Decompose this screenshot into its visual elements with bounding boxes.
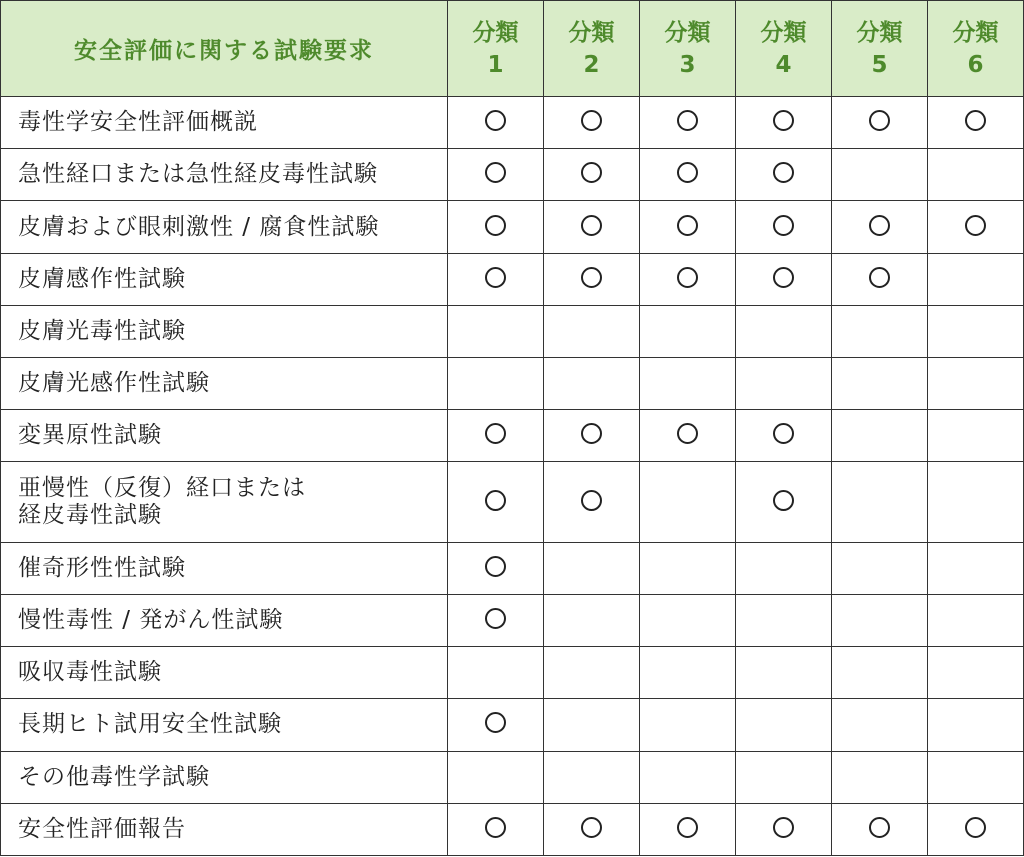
circle-mark-icon bbox=[677, 162, 698, 183]
requirement-cell bbox=[640, 305, 736, 357]
circle-mark-icon bbox=[677, 215, 698, 236]
test-item-label: その他毒性学試験 bbox=[1, 751, 448, 803]
requirement-cell bbox=[736, 358, 832, 410]
requirement-cell bbox=[448, 253, 544, 305]
circle-mark-icon bbox=[869, 215, 890, 236]
requirement-cell bbox=[544, 594, 640, 646]
requirement-cell bbox=[448, 410, 544, 462]
requirement-cell bbox=[736, 410, 832, 462]
requirement-cell bbox=[448, 358, 544, 410]
test-item-label: 安全性評価報告 bbox=[1, 803, 448, 855]
requirement-cell bbox=[544, 358, 640, 410]
circle-mark-icon bbox=[773, 110, 794, 131]
requirement-cell bbox=[832, 201, 928, 253]
requirement-cell bbox=[448, 542, 544, 594]
table-row bbox=[1, 305, 1024, 357]
circle-mark-icon bbox=[485, 608, 506, 629]
category-header bbox=[736, 1, 832, 97]
requirement-cell bbox=[928, 462, 1024, 542]
requirement-cell bbox=[640, 97, 736, 149]
requirement-cell bbox=[832, 410, 928, 462]
requirement-cell bbox=[544, 542, 640, 594]
table-row bbox=[1, 542, 1024, 594]
table-row bbox=[1, 699, 1024, 751]
circle-mark-icon bbox=[581, 162, 602, 183]
table-row bbox=[1, 410, 1024, 462]
category-header bbox=[544, 1, 640, 97]
test-item-label: 長期ヒト試用安全性試験 bbox=[1, 699, 448, 751]
requirement-cell bbox=[544, 410, 640, 462]
table-row bbox=[1, 358, 1024, 410]
requirement-cell bbox=[736, 699, 832, 751]
table-row bbox=[1, 803, 1024, 855]
table-row bbox=[1, 201, 1024, 253]
requirement-cell bbox=[448, 149, 544, 201]
requirement-cell bbox=[448, 201, 544, 253]
circle-mark-icon bbox=[965, 817, 986, 838]
circle-mark-icon bbox=[677, 423, 698, 444]
requirement-cell bbox=[640, 462, 736, 542]
requirement-cell bbox=[640, 410, 736, 462]
requirement-cell bbox=[640, 699, 736, 751]
circle-mark-icon bbox=[869, 817, 890, 838]
category-number: 6 bbox=[967, 51, 984, 78]
requirement-cell bbox=[928, 699, 1024, 751]
circle-mark-icon bbox=[485, 556, 506, 577]
circle-mark-icon bbox=[773, 215, 794, 236]
circle-mark-icon bbox=[581, 267, 602, 288]
requirement-cell bbox=[928, 410, 1024, 462]
requirement-cell bbox=[640, 542, 736, 594]
requirement-cell bbox=[736, 647, 832, 699]
circle-mark-icon bbox=[677, 110, 698, 131]
circle-mark-icon bbox=[677, 817, 698, 838]
circle-mark-icon bbox=[965, 110, 986, 131]
circle-mark-icon bbox=[485, 110, 506, 131]
test-item-label: 吸収毒性試験 bbox=[1, 647, 448, 699]
test-item-label: 急性経口または急性経皮毒性試験 bbox=[1, 149, 448, 201]
requirement-cell bbox=[928, 305, 1024, 357]
circle-mark-icon bbox=[677, 267, 698, 288]
test-item-label: 亜慢性（反復）経口または 経皮毒性試験 bbox=[1, 462, 448, 542]
requirement-cell bbox=[448, 647, 544, 699]
requirement-cell bbox=[640, 253, 736, 305]
category-header bbox=[448, 1, 544, 97]
category-number: 2 bbox=[583, 51, 600, 78]
requirement-cell bbox=[928, 542, 1024, 594]
requirement-cell bbox=[832, 647, 928, 699]
table-row bbox=[1, 253, 1024, 305]
item-column-header: 安全評価に関する試験要求 bbox=[1, 1, 448, 97]
requirement-cell bbox=[928, 803, 1024, 855]
requirement-cell bbox=[832, 462, 928, 542]
circle-mark-icon bbox=[485, 490, 506, 511]
requirement-cell bbox=[928, 751, 1024, 803]
requirement-cell bbox=[736, 803, 832, 855]
requirement-cell bbox=[448, 462, 544, 542]
requirement-cell bbox=[832, 358, 928, 410]
requirement-cell bbox=[640, 647, 736, 699]
circle-mark-icon bbox=[773, 267, 794, 288]
test-item-label: 慢性毒性 / 発がん性試験 bbox=[1, 594, 448, 646]
circle-mark-icon bbox=[485, 712, 506, 733]
category-label: 分類 bbox=[664, 19, 711, 46]
requirement-cell bbox=[640, 751, 736, 803]
requirement-cell bbox=[736, 594, 832, 646]
test-item-label: 皮膚光感作性試験 bbox=[1, 358, 448, 410]
circle-mark-icon bbox=[581, 817, 602, 838]
circle-mark-icon bbox=[485, 423, 506, 444]
requirement-cell bbox=[736, 305, 832, 357]
category-number: 4 bbox=[775, 51, 792, 78]
requirement-cell bbox=[832, 594, 928, 646]
circle-mark-icon bbox=[485, 215, 506, 236]
requirement-cell bbox=[448, 594, 544, 646]
circle-mark-icon bbox=[581, 110, 602, 131]
requirement-cell bbox=[544, 462, 640, 542]
category-header bbox=[832, 1, 928, 97]
requirement-cell bbox=[832, 253, 928, 305]
circle-mark-icon bbox=[773, 490, 794, 511]
requirement-cell bbox=[448, 751, 544, 803]
circle-mark-icon bbox=[773, 817, 794, 838]
circle-mark-icon bbox=[485, 817, 506, 838]
requirement-cell bbox=[736, 97, 832, 149]
table-body bbox=[1, 97, 1024, 856]
circle-mark-icon bbox=[869, 267, 890, 288]
test-item-label: 毒性学安全性評価概説 bbox=[1, 97, 448, 149]
requirement-cell bbox=[832, 699, 928, 751]
table-row bbox=[1, 647, 1024, 699]
category-header bbox=[928, 1, 1024, 97]
circle-mark-icon bbox=[773, 162, 794, 183]
requirement-cell bbox=[736, 751, 832, 803]
requirement-cell bbox=[736, 253, 832, 305]
requirement-cell bbox=[544, 97, 640, 149]
requirement-cell bbox=[736, 201, 832, 253]
requirement-cell bbox=[448, 305, 544, 357]
requirement-cell bbox=[928, 647, 1024, 699]
circle-mark-icon bbox=[965, 215, 986, 236]
circle-mark-icon bbox=[485, 162, 506, 183]
requirement-cell bbox=[832, 542, 928, 594]
circle-mark-icon bbox=[773, 423, 794, 444]
test-item-label: 皮膚および眼刺激性 / 腐食性試験 bbox=[1, 201, 448, 253]
requirement-cell bbox=[928, 97, 1024, 149]
category-label: 分類 bbox=[760, 19, 807, 46]
table-row bbox=[1, 97, 1024, 149]
category-label: 分類 bbox=[568, 19, 615, 46]
requirement-cell bbox=[640, 358, 736, 410]
circle-mark-icon bbox=[869, 110, 890, 131]
requirement-cell bbox=[544, 201, 640, 253]
category-number: 3 bbox=[679, 51, 696, 78]
circle-mark-icon bbox=[485, 267, 506, 288]
circle-mark-icon bbox=[581, 215, 602, 236]
requirement-cell bbox=[928, 149, 1024, 201]
category-number: 5 bbox=[871, 51, 888, 78]
table-row bbox=[1, 751, 1024, 803]
requirement-cell bbox=[544, 305, 640, 357]
category-header bbox=[640, 1, 736, 97]
requirement-cell bbox=[448, 97, 544, 149]
requirement-cell bbox=[832, 305, 928, 357]
requirement-cell bbox=[736, 149, 832, 201]
category-label: 分類 bbox=[952, 19, 999, 46]
requirement-cell bbox=[544, 149, 640, 201]
header-row bbox=[1, 1, 1024, 97]
requirement-cell bbox=[448, 699, 544, 751]
category-label: 分類 bbox=[856, 19, 903, 46]
requirement-cell bbox=[544, 699, 640, 751]
test-item-label: 皮膚感作性試験 bbox=[1, 253, 448, 305]
circle-mark-icon bbox=[581, 490, 602, 511]
requirement-cell bbox=[736, 462, 832, 542]
requirement-cell bbox=[832, 751, 928, 803]
requirement-cell bbox=[928, 594, 1024, 646]
requirement-cell bbox=[544, 751, 640, 803]
requirement-cell bbox=[640, 594, 736, 646]
requirement-cell bbox=[640, 149, 736, 201]
requirement-cell bbox=[448, 803, 544, 855]
test-item-label: 皮膚光毒性試験 bbox=[1, 305, 448, 357]
requirement-cell bbox=[544, 647, 640, 699]
category-label: 分類 bbox=[472, 19, 519, 46]
requirement-cell bbox=[928, 358, 1024, 410]
test-item-label: 変異原性試験 bbox=[1, 410, 448, 462]
category-number: 1 bbox=[487, 51, 504, 78]
requirement-cell bbox=[736, 542, 832, 594]
requirement-cell bbox=[832, 149, 928, 201]
circle-mark-icon bbox=[581, 423, 602, 444]
requirement-cell bbox=[640, 201, 736, 253]
requirement-cell bbox=[832, 803, 928, 855]
requirement-cell bbox=[928, 253, 1024, 305]
requirement-cell bbox=[640, 803, 736, 855]
requirement-cell bbox=[544, 803, 640, 855]
table-row bbox=[1, 462, 1024, 542]
requirement-cell bbox=[544, 253, 640, 305]
test-item-label: 催奇形性性試験 bbox=[1, 542, 448, 594]
table-row bbox=[1, 594, 1024, 646]
table-row bbox=[1, 149, 1024, 201]
requirement-cell bbox=[832, 97, 928, 149]
requirement-cell bbox=[928, 201, 1024, 253]
